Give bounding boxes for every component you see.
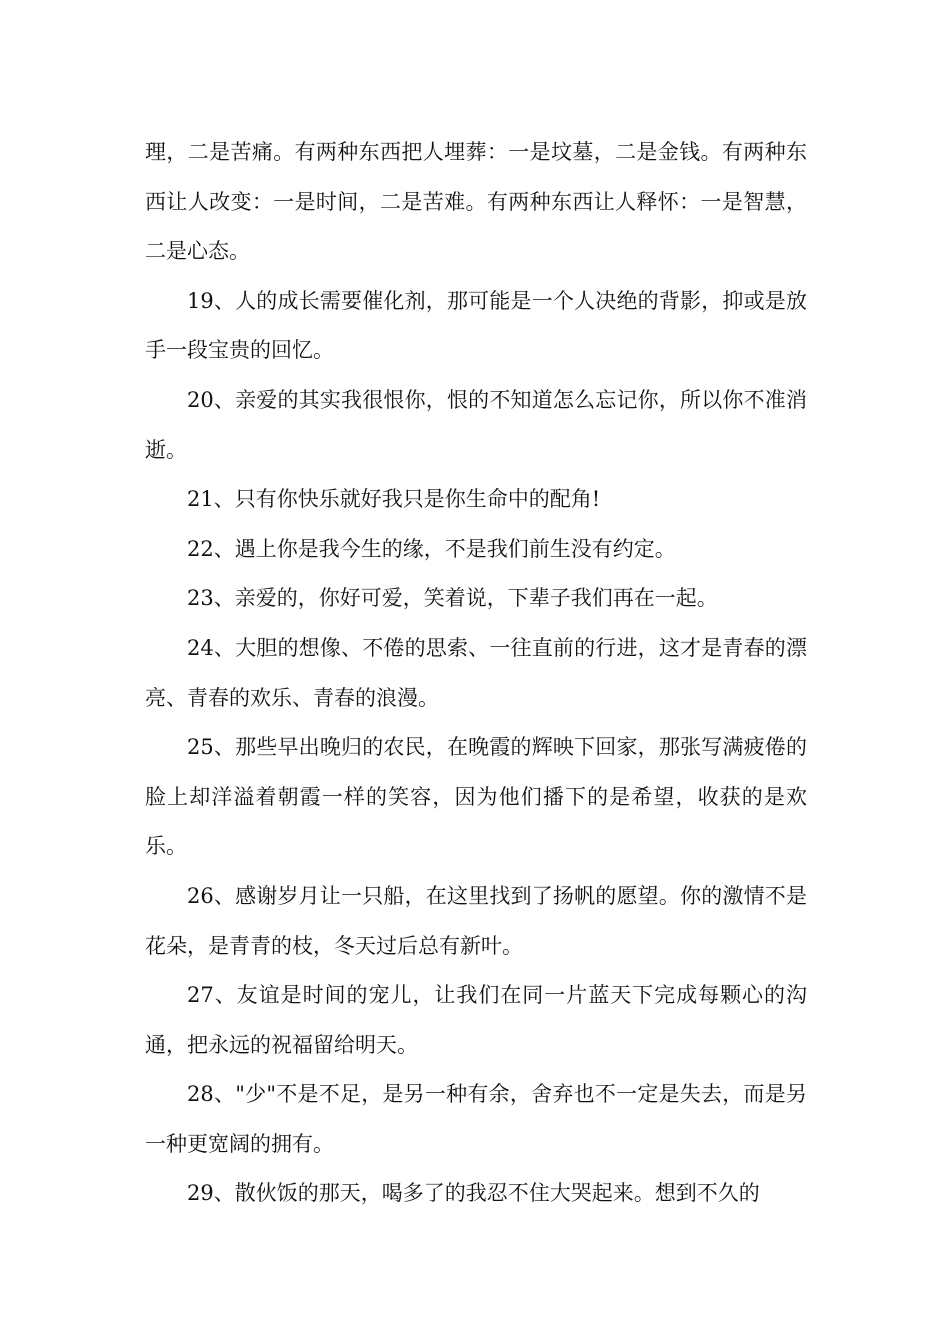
paragraph-28: 28、"少"不是不足，是另一种有余，舍弃也不一定是失去，而是另一种更宽阔的拥有。 bbox=[145, 1082, 807, 1156]
paragraph-29: 29、散伙饭的那天，喝多了的我忍不住大哭起来。想到不久的 bbox=[187, 1181, 760, 1206]
paragraph-26: 26、感谢岁月让一只船，在这里找到了扬帆的愿望。你的激情不是花朵，是青青的枝，冬天过后总有新叶。 bbox=[145, 883, 807, 958]
paragraph-19: 19、人的成长需要催化剂，那可能是一个人决绝的背影，抑或是放手一段宝贵的回忆。 bbox=[145, 288, 807, 363]
paragraph-27: 27、友谊是时间的宠儿，让我们在同一片蓝天下完成每颗心的沟通，把永远的祝福留给明天。 bbox=[145, 983, 807, 1057]
paragraph-21: 21、只有你快乐就好我只是你生命中的配角! bbox=[187, 487, 601, 512]
document-body bbox=[145, 128, 807, 1219]
paragraph-25: 25、那些早出晚归的农民，在晚霞的辉映下回家，那张写满疲倦的脸上却洋溢着朝霞一样的笑容，因为他们播下的是希望，收获的是欢乐。 bbox=[145, 735, 807, 859]
paragraph-22: 22、遇上你是我今生的缘，不是我们前生没有约定。 bbox=[187, 536, 676, 561]
paragraph-23: 23、亲爱的，你好可爱，笑着说，下辈子我们再在一起。 bbox=[187, 586, 718, 611]
paragraph-24: 24、大胆的想像、不倦的思索、一往直前的行进，这才是青春的漂亮、青春的欢乐、青春的浪漫。 bbox=[145, 635, 807, 710]
paragraph-continuation: 理，二是苦痛。有两种东西把人埋葬：一是坟墓，二是金钱。有两种东西让人改变：一是时间，二是苦难。有两种东西让人释怀：一是智慧，二是心态。 bbox=[145, 140, 807, 264]
paragraph-20: 20、亲爱的其实我很恨你，恨的不知道怎么忘记你，所以你不准消逝。 bbox=[145, 387, 807, 462]
